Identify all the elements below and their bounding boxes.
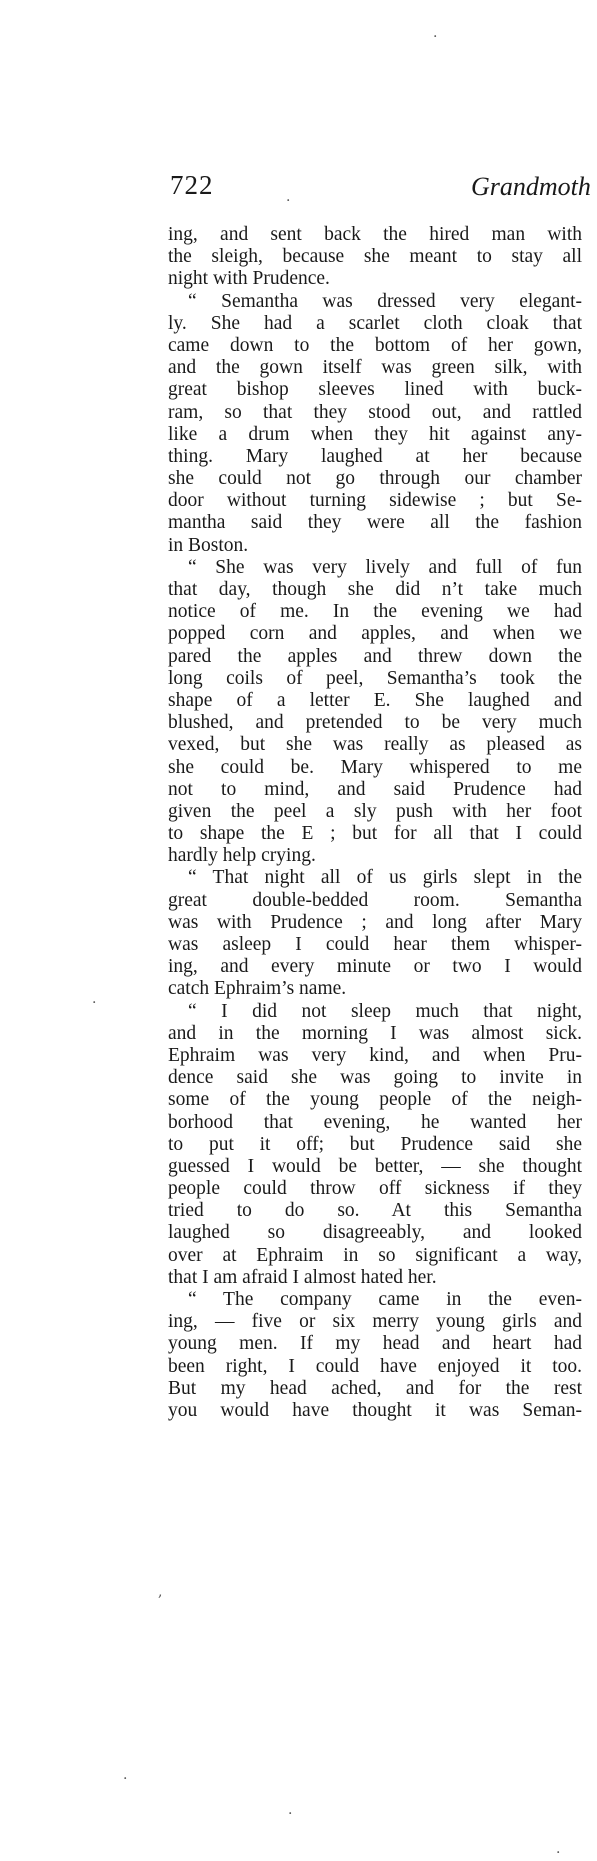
- text-line: given the peel a sly push with her foot: [168, 800, 582, 822]
- text-line: you would have thought it was Seman-: [168, 1399, 582, 1421]
- speck-mark: ·: [123, 1771, 128, 1787]
- text-line: not to mind, and said Prudence had: [168, 778, 582, 800]
- running-title: Grandmoth: [471, 172, 591, 201]
- text-line: “ The company came in the even-: [188, 1289, 582, 1310]
- text-line: to shape the E ; but for all that I could: [168, 823, 582, 845]
- text-line: catch Ephraim’s name.: [168, 978, 347, 1000]
- text-line: great double-bedded room. Semantha: [168, 889, 582, 911]
- text-line: blushed, and pretended to be very much: [168, 712, 582, 734]
- text-line: “ She was very lively and full of fun: [188, 556, 582, 578]
- speck-mark: ·: [556, 1845, 561, 1861]
- text-line: hardly help crying.: [168, 845, 316, 867]
- speck-mark: ,: [158, 1584, 163, 1600]
- text-line: tried to do so. At this Semantha: [168, 1200, 582, 1222]
- text-line: was asleep I could hear them whisper-: [168, 934, 582, 955]
- text-line: shape of a letter E. She laughed and: [168, 689, 582, 711]
- speck-mark: ·: [288, 1806, 293, 1822]
- text-line: the sleigh, because she meant to stay all: [168, 246, 582, 268]
- text-line: Ephraim was very kind, and when Pru-: [168, 1044, 582, 1066]
- text-line: to put it off; but Prudence said she: [168, 1133, 582, 1155]
- text-line: borhood that evening, he wanted her: [168, 1111, 582, 1133]
- speck-mark: ·: [286, 193, 291, 209]
- text-line: was with Prudence ; and long after Mary: [168, 911, 582, 933]
- text-line: “ Semantha was dressed very elegant-: [188, 290, 582, 312]
- text-line: pared the apples and threw down the: [168, 645, 582, 667]
- text-line: vexed, but she was really as pleased as: [168, 734, 582, 756]
- text-line: popped corn and apples, and when we: [168, 623, 582, 645]
- text-line: she could not go through our chamber: [168, 468, 582, 490]
- page-number: 722: [170, 170, 214, 200]
- text-line: door without turning sidewise ; but Se-: [168, 490, 582, 512]
- text-line: long coils of peel, Semantha’s took the: [168, 667, 582, 689]
- text-line: ing, and every minute or two I would: [168, 956, 582, 978]
- speck-mark: ·: [433, 29, 438, 45]
- text-line: “ I did not sleep much that night,: [188, 1000, 582, 1022]
- text-line: laughed so disagreeably, and looked: [168, 1222, 582, 1244]
- text-line: young men. If my head and heart had: [168, 1333, 582, 1355]
- text-line: ly. She had a scarlet cloth cloak that: [168, 312, 582, 334]
- text-line: mantha said they were all the fashion: [168, 512, 582, 534]
- text-line: great bishop sleeves lined with buck-: [168, 379, 582, 401]
- text-line: and in the morning I was almost sick.: [168, 1022, 582, 1044]
- text-line: ing, and sent back the hired man with: [168, 224, 582, 245]
- text-line: night with Prudence.: [168, 268, 330, 290]
- text-line: came down to the bottom of her gown,: [168, 334, 582, 356]
- text-line: like a drum when they hit against any-: [168, 423, 582, 445]
- speck-mark: ·: [92, 995, 97, 1011]
- text-line: thing. Mary laughed at her because: [168, 445, 582, 467]
- text-line: that day, though she did n’t take much: [168, 579, 582, 600]
- text-line: dence said she was going to invite in: [168, 1067, 582, 1089]
- text-line: But my head ached, and for the rest: [168, 1377, 582, 1399]
- text-line: she could be. Mary whispered to me: [168, 756, 582, 778]
- text-line: been right, I could have enjoyed it too.: [168, 1355, 582, 1377]
- text-line: some of the young people of the neigh-: [168, 1089, 582, 1111]
- text-line: in Boston.: [168, 534, 249, 556]
- text-line: notice of me. In the evening we had: [168, 601, 582, 623]
- text-line: ram, so that they stood out, and rattled: [168, 401, 582, 423]
- text-line: “ That night all of us girls slept in the: [188, 867, 582, 889]
- text-line: ing, — five or six merry young girls and: [168, 1311, 582, 1333]
- text-line: guessed I would be better, — she thought: [168, 1155, 582, 1177]
- body-text: [168, 224, 582, 1422]
- text-line: that I am afraid I almost hated her.: [168, 1266, 437, 1288]
- text-line: over at Ephraim in so significant a way,: [168, 1244, 582, 1266]
- text-line: people could throw off sickness if they: [168, 1178, 582, 1200]
- text-line: and the gown itself was green silk, with: [168, 357, 582, 379]
